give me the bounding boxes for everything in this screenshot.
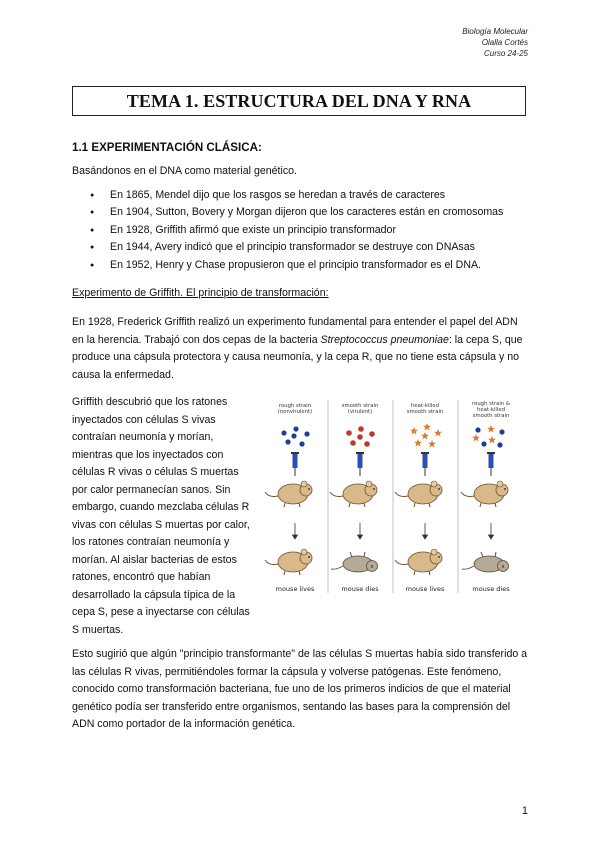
column-label: heat-killed — [411, 403, 439, 409]
list-item: ● En 1944, Avery indicó que el principio transformador se destruye con DNAsas — [72, 239, 503, 256]
syringe-icon — [291, 452, 299, 476]
paragraph-griffith-intro — [72, 314, 528, 384]
outcome-label: mouse lives — [405, 585, 445, 593]
syringe-icon — [421, 452, 429, 476]
mouse-dead-icon — [462, 552, 509, 572]
smooth-strain-bacteria — [346, 426, 375, 447]
page-number: 1 — [521, 805, 528, 817]
course-name: Biología Molecular — [462, 27, 528, 36]
document-header — [462, 26, 528, 59]
mouse-icon — [330, 481, 377, 507]
column-label: smooth strain — [472, 413, 510, 419]
list-item: ● En 1928, Griffith afirmó que existe un principio transformador — [72, 222, 503, 239]
page-title: TEMA 1. ESTRUCTURA DEL DNA Y RNA — [126, 90, 472, 111]
mouse-icon — [265, 481, 312, 507]
mouse-alive-icon — [395, 549, 442, 575]
outcome-label: mouse dies — [341, 585, 379, 593]
column-label: (nonvirulent) — [277, 409, 313, 415]
mouse-icon — [395, 481, 442, 507]
column-label: rough strain & — [472, 401, 510, 407]
species-name: Streptococcus pneumoniae — [320, 333, 449, 346]
list-item: ● En 1952, Henry y Chase propusieron que el principio transformador es el DNA. — [72, 257, 503, 274]
column-label: smooth strain — [341, 403, 379, 409]
rough-strain-bacteria — [281, 426, 309, 446]
outcome-label: mouse dies — [472, 585, 510, 593]
paragraph-text: En 1928, Frederick Griffith realizó un experimento fundamental para entender el papel del ADN en la herencia. Trabajó con dos cepas de la bacteria — [72, 316, 518, 346]
list-item: ● En 1904, Sutton, Bovery y Morgan dijeron que los caracteres están en cromosomas — [72, 204, 503, 221]
title-box — [72, 86, 526, 116]
griffith-subtitle: Experimento de Griffith. El principio de transformación: — [72, 287, 329, 299]
syringe-icon — [356, 452, 364, 476]
outcome-label: mouse lives — [275, 585, 315, 593]
griffith-experiment-figure: x rough strain (nonvirulent) smooth strain (virulent) heat-killed smooth strain rough strain & heat-killed smooth strain mouse lives mouse dies mouse lives mouse dies — [262, 398, 524, 598]
paragraph-conclusion: Esto sugirió que algún "principio transformante" de las células S muertas había sido transferido a las células R vivas, permitiéndoles formar la cápsula y volverse patógenas. Este fenómeno, conocido como transformación bacteriana, fue uno de los primeros indicios de que el material genético podía ser transferido entre organismos, sentando las bases para la comprensión del ADN como portador de la información genética. — [72, 648, 528, 730]
author-name: Olalla Cortés — [481, 38, 528, 47]
bullet-list — [72, 187, 503, 274]
mouse-alive-icon — [265, 549, 312, 575]
paragraph-griffith-results: Griffith descubrió que los ratones inyectados con células S vivas contraían neumonía y morían, mientras que los inyectados con células R vivas o células S muertas por calor permanecían sanos. Sin embargo, cuando mezclaba células R vivas con células S muertas por calor, los ratones contraían neumonía y morían. Al aislar bacterias de estos ratones, encontró que habían desarrollado la cápsula típica de la cepa S, pese a inyectarse con células S muertas. — [72, 396, 250, 636]
paragraph-text: : la cepa S, que produce una cápsula protectora y causa neumonía, y la cepa R, que no tiene esta cápsula y no causa la enfermedad. — [72, 333, 523, 381]
section-heading: 1.1 EXPERIMENTACIÓN CLÁSICA: — [72, 141, 262, 154]
mouse-icon — [461, 481, 508, 507]
heat-killed-bacteria — [410, 423, 442, 448]
course-year: Curso 24-25 — [483, 49, 528, 58]
syringe-icon — [487, 452, 495, 476]
list-item: ● En 1865, Mendel dijo que los rasgos se heredan a través de caracteres — [72, 187, 503, 204]
column-label: heat-killed — [477, 407, 505, 413]
column-label: rough strain — [278, 403, 312, 409]
intro-text: Basándonos en el DNA como material genético. — [72, 165, 297, 177]
mouse-dead-icon — [331, 552, 378, 572]
mixed-bacteria — [472, 425, 505, 448]
column-label: (virulent) — [347, 409, 373, 415]
column-label: smooth strain — [406, 409, 444, 415]
